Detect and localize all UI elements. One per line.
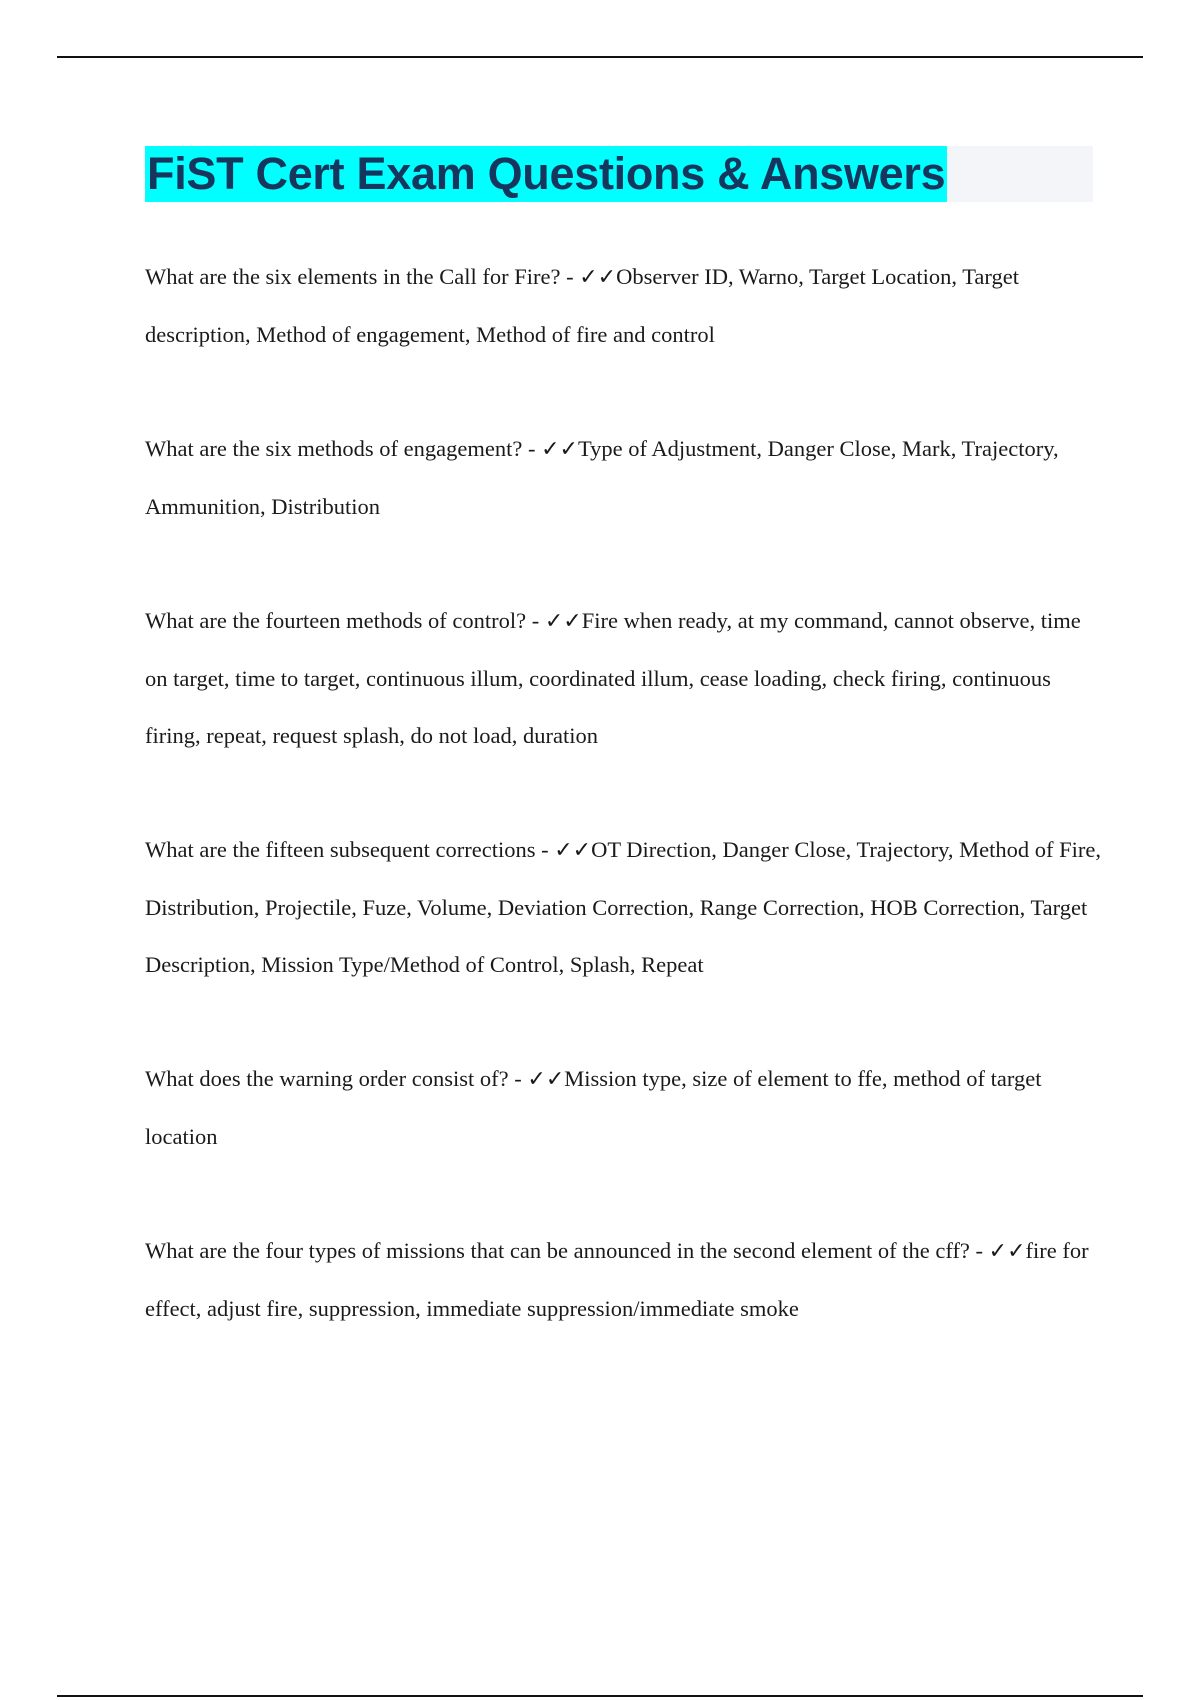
qa-item [145, 248, 1105, 363]
qa-list [145, 248, 1105, 1394]
check-icon: ✓✓ [527, 1067, 565, 1092]
answer-text: OT Direction, Danger Close, Trajectory, Method of Fire, Distribution, Projectile, Fuze, Volume, Deviation Correction, Range Correction, HOB Correction, Target Description, Mission Type/Method of Control, Splash, Repeat [145, 837, 1101, 977]
check-icon: ✓✓ [544, 609, 582, 634]
question-text: What does the warning order consist of? - [145, 1066, 528, 1091]
qa-item [145, 821, 1105, 993]
title-band [145, 146, 1093, 202]
qa-item [145, 1222, 1105, 1337]
question-text: What are the six elements in the Call for Fire? - [145, 264, 580, 289]
document-title: FiST Cert Exam Questions & Answers [145, 146, 947, 202]
question-text: What are the four types of missions that can be announced in the second element of the cff? - [145, 1238, 989, 1263]
qa-item [145, 1050, 1105, 1165]
answer-text: Fire when ready, at my command, cannot observe, time on target, time to target, continuous illum, coordinated illum, cease loading, check firing, continuous firing, repeat, request splash, do not load, duration [145, 608, 1081, 748]
question-text: What are the fifteen subsequent corrections - [145, 837, 555, 862]
check-icon: ✓✓ [988, 1239, 1026, 1264]
answer-text: fire for effect, adjust fire, suppression, immediate suppression/immediate smoke [145, 1238, 1089, 1321]
check-icon: ✓✓ [541, 437, 578, 462]
answer-text: Mission type, size of element to ffe, method of target location [145, 1066, 1042, 1149]
question-text: What are the fourteen methods of control? - [145, 608, 545, 633]
question-text: What are the six methods of engagement? - [145, 436, 542, 461]
qa-item [145, 420, 1105, 535]
answer-text: Type of Adjustment, Danger Close, Mark, Trajectory, Ammunition, Distribution [145, 436, 1059, 519]
check-icon: ✓✓ [579, 265, 617, 290]
check-icon: ✓✓ [554, 838, 592, 863]
header-rule [57, 56, 1143, 58]
answer-text: Observer ID, Warno, Target Location, Target description, Method of engagement, Method of fire and control [145, 264, 1019, 347]
qa-item [145, 592, 1105, 764]
footer-rule [57, 1695, 1143, 1697]
